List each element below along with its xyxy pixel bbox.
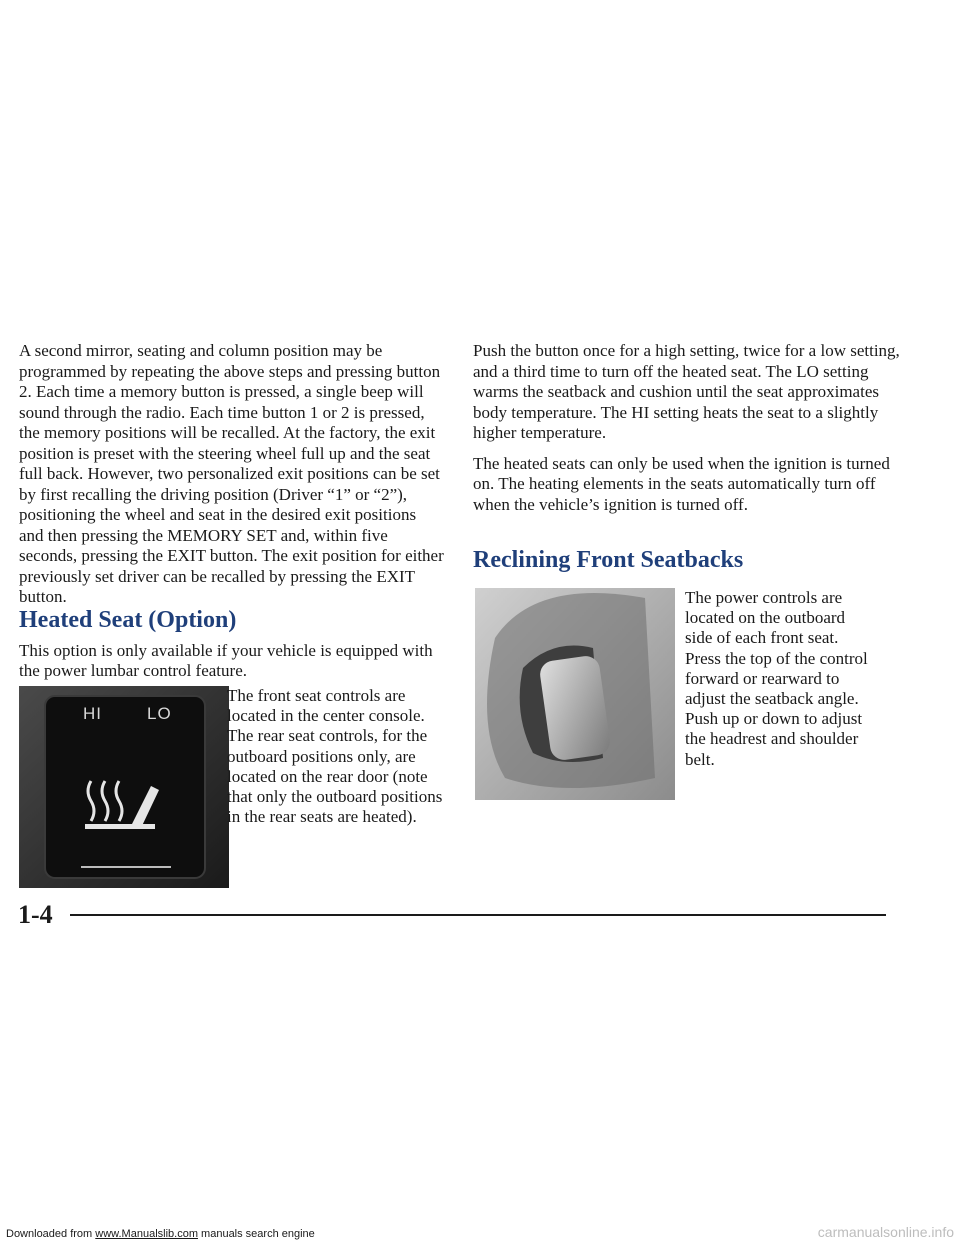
- reclining-seatbacks-heading: Reclining Front Seatbacks: [473, 547, 744, 573]
- right-column: [473, 341, 913, 525]
- download-source-bar: [6, 1228, 315, 1240]
- memory-paragraph: A second mirror, seating and column position may be programmed by repeating the above steps and pressing button 2. Each time a memory button is pressed, a single beep will sound through the radio. Each time button 1 or 2 is pressed, the memory positions will be recalled. At the factory, the exit position is preset with the steering wheel full up and the seat full back. However, two personalized exit positions can be set by first recalling the driving position (Driver “1” or “2”), positioning the wheel and seat in the desired exit positions and then pressing the MEMORY SET and, within five seconds, pressing the EXIT button. The exit position for either previously set driver can be recalled by pressing the EXIT button.: [19, 341, 444, 606]
- heated-seat-heading: Heated Seat (Option): [19, 607, 237, 633]
- left-column: [19, 341, 444, 618]
- heated-seat-control-photo: [19, 686, 229, 888]
- recline-switch-graphic: [475, 588, 675, 800]
- download-prefix: Downloaded from: [6, 1228, 93, 1240]
- site-watermark: carmanualsonline.info: [817, 1224, 954, 1240]
- heated-seat-controls-text: The front seat controls are located in the center console. The rear seat controls, for the outboard positions only, are located on the rear door (note that only the outboard positions in the rear seats are heated).: [227, 686, 443, 827]
- download-suffix: manuals search engine: [201, 1228, 315, 1240]
- footer-rule: [70, 914, 886, 916]
- lo-label: LO: [147, 704, 172, 723]
- manualslib-link[interactable]: www.Manualslib.com: [95, 1228, 198, 1240]
- page-number: 1-4: [18, 900, 53, 929]
- heated-seat-switch-graphic: [19, 686, 229, 888]
- heated-seat-intro: This option is only available if your vehicle is equipped with the power lumbar control feature.: [19, 641, 433, 681]
- reclining-control-photo: [475, 588, 675, 800]
- push-button-paragraph: Push the button once for a high setting, twice for a low setting, and a third time to turn off the heated seat. The LO setting warms the seatback and cushion until the seat approximates body temperature. The HI setting heats the seat to a slightly higher temperature.: [473, 341, 900, 442]
- hi-label: HI: [83, 704, 102, 723]
- reclining-seatbacks-text: The power controls are located on the outboard side of each front seat. Press the top of the control forward or rearward to adjust the seatback angle. Push up or down to adjust the headrest and shoulder belt.: [685, 588, 868, 769]
- ignition-paragraph: The heated seats can only be used when the ignition is turned on. The heating elements in the seats automatically turn off when the vehicle’s ignition is turned off.: [473, 453, 890, 514]
